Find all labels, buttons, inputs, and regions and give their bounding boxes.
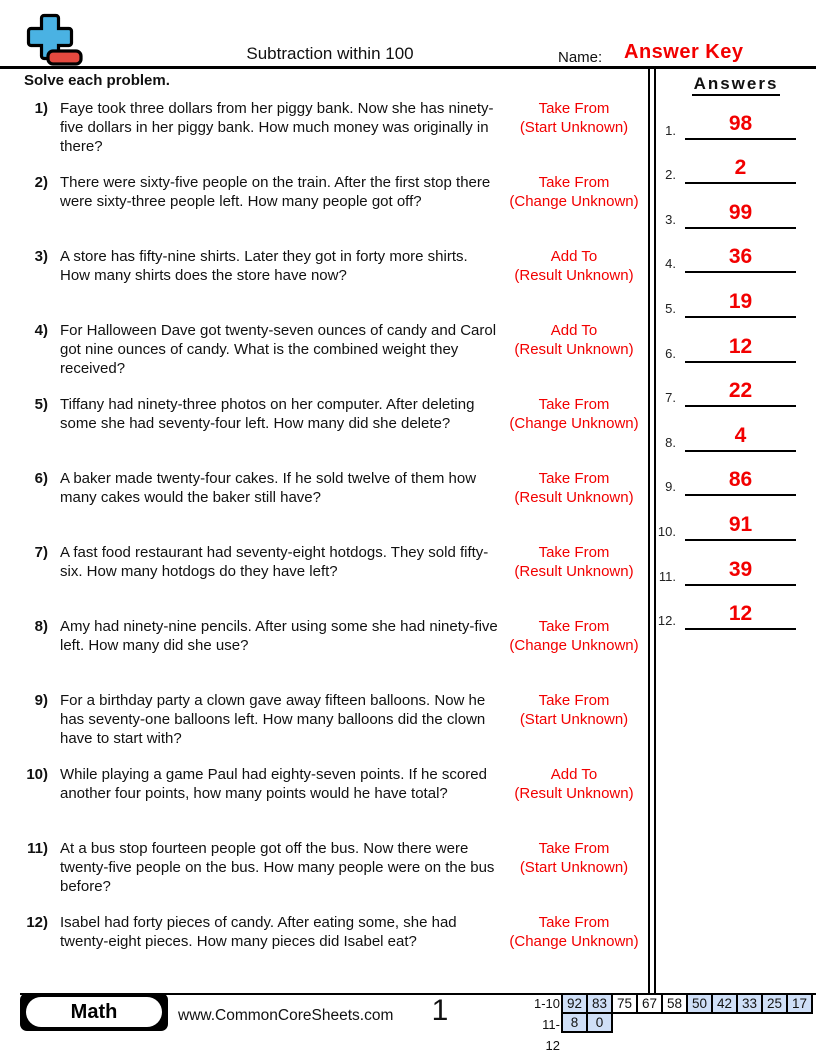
answer-number: 3. (665, 211, 676, 227)
problem-text: For Halloween Dave got twenty-seven ounces of candy and Carol got nine ounces of candy. What is the combined weight they received? (60, 322, 497, 377)
website-link: www.CommonCoreSheets.com (178, 1007, 394, 1024)
answer-value: 22 (728, 379, 753, 403)
problem-type-label (500, 247, 648, 285)
answer-value: 99 (728, 200, 753, 224)
problem-type-line1: Take From (538, 544, 610, 561)
answers-list (656, 100, 816, 635)
score-cell: 8 (561, 1012, 588, 1033)
problem-type-line1: Add To (550, 766, 598, 783)
problem-number: 5) (34, 396, 48, 413)
problem-type-line2: (Change Unknown) (509, 193, 639, 210)
answer-value: 12 (728, 334, 753, 358)
score-cell: 50 (686, 993, 713, 1014)
answer-number: 5. (665, 300, 676, 316)
grading-score-table (528, 993, 816, 1056)
score-range-label: 1-10 (533, 996, 560, 1011)
problem-text: Isabel had forty pieces of candy. After eating some, she had twenty-eight pieces. How many pieces did Isabel eat? (60, 914, 457, 950)
score-cell: 92 (561, 993, 588, 1014)
score-cell: 67 (636, 993, 663, 1014)
problem-type-line1: Add To (550, 322, 598, 339)
answer-blank-line (685, 361, 796, 363)
problem-type-label (500, 469, 648, 507)
answer-blank-line (685, 182, 796, 184)
problem-row (12, 469, 648, 543)
problem-number: 9) (34, 692, 48, 709)
answer-number: 11. (658, 568, 676, 584)
problem-type-line2: (Start Unknown) (519, 119, 629, 136)
answer-number: 2. (665, 167, 676, 183)
answer-number: 8. (665, 434, 676, 450)
problem-number: 1) (34, 100, 48, 117)
plus-minus-logo-icon (20, 12, 86, 68)
answer-row (656, 234, 816, 279)
problem-number: 8) (34, 618, 48, 635)
problem-type-line2: (Change Unknown) (509, 933, 639, 950)
problem-text: For a birthday party a clown gave away fifteen balloons. Now he has seventy-one balloons left. How many balloons did the clown have to start with? (60, 692, 486, 747)
problem-text: A baker made twenty-four cakes. If he sold twelve of them how many cakes would the baker still have? (60, 470, 477, 506)
score-range-label: 11-12 (542, 1017, 560, 1053)
problem-type-label (500, 839, 648, 877)
problem-type-label (500, 99, 648, 137)
problem-text: Tiffany had ninety-three photos on her computer. After deleting some she had seventy-four left. How many did she delete? (60, 396, 475, 432)
problem-row (12, 543, 648, 617)
page-number: 1 (431, 994, 449, 1027)
problem-text: While playing a game Paul had eighty-seven points. If he scored another four points, how many points would he have total? (60, 766, 487, 802)
score-cell: 0 (586, 1012, 613, 1033)
problem-row (12, 173, 648, 247)
answer-row (656, 189, 816, 234)
problem-number: 7) (34, 544, 48, 561)
answer-row (656, 412, 816, 457)
score-cell: 75 (611, 993, 638, 1014)
problem-type-line2: (Result Unknown) (514, 785, 634, 802)
score-row (528, 993, 816, 1014)
problem-row (12, 765, 648, 839)
answer-value: 4 (734, 423, 747, 447)
problem-number: 11) (27, 840, 48, 857)
instruction-text: Solve each problem. (24, 72, 170, 89)
answer-blank-line (685, 405, 796, 407)
problem-number: 4) (34, 322, 48, 339)
problems-list (12, 99, 648, 987)
answer-value: 39 (728, 557, 753, 581)
answer-row (656, 546, 816, 591)
score-cell: 83 (586, 993, 613, 1014)
problem-row (12, 691, 648, 765)
answer-blank-line (685, 450, 796, 452)
answer-value: 19 (728, 289, 753, 313)
problem-type-line1: Take From (538, 618, 610, 635)
answer-blank-line (685, 584, 796, 586)
problem-type-label (500, 321, 648, 359)
header-divider-line (0, 66, 816, 69)
answer-row (656, 278, 816, 323)
problem-type-line1: Take From (538, 914, 610, 931)
problem-text: Amy had ninety-nine pencils. After using some she had ninety-five left. How many did she use? (60, 618, 498, 654)
answer-number: 4. (665, 256, 676, 272)
problem-type-label (500, 173, 648, 211)
problem-row (12, 617, 648, 691)
problem-text: At a bus stop fourteen people got off the bus. Now there were twenty-five people on the bus. How many people were on the bus before? (60, 840, 495, 895)
answer-blank-line (685, 227, 796, 229)
problem-type-line2: (Result Unknown) (514, 341, 634, 358)
answer-value: 36 (728, 245, 753, 269)
problem-type-line2: (Change Unknown) (509, 415, 639, 432)
answer-number: 9. (665, 479, 676, 495)
answer-row (656, 591, 816, 636)
score-cell: 25 (761, 993, 788, 1014)
problem-type-label (500, 543, 648, 581)
answer-value: 98 (728, 111, 753, 135)
problem-type-line2: (Result Unknown) (514, 563, 634, 580)
answer-blank-line (685, 138, 796, 140)
subject-badge (20, 993, 168, 1031)
problem-number: 3) (34, 248, 48, 265)
problem-number: 2) (34, 174, 48, 191)
answer-row (656, 368, 816, 413)
problem-type-line1: Take From (538, 840, 610, 857)
problem-type-line2: (Start Unknown) (519, 711, 629, 728)
answer-blank-line (685, 271, 796, 273)
page-title: Subtraction within 100 (246, 44, 414, 63)
problem-type-line1: Take From (538, 174, 610, 191)
answer-number: 10. (657, 523, 676, 539)
score-cell: 58 (661, 993, 688, 1014)
problem-row (12, 913, 648, 987)
answer-row (656, 100, 816, 145)
problem-type-line2: (Result Unknown) (514, 489, 634, 506)
answer-key-text: Answer Key (624, 41, 744, 63)
answer-number: 12. (657, 613, 676, 629)
answer-blank-line (685, 628, 796, 630)
answer-value: 91 (728, 512, 753, 536)
name-label: Name: (558, 49, 603, 66)
score-cell: 17 (786, 993, 813, 1014)
problem-type-line1: Take From (538, 100, 610, 117)
score-cell: 33 (736, 993, 763, 1014)
problem-row (12, 247, 648, 321)
problem-text: A store has fifty-nine shirts. Later they got in forty more shirts. How many shirts does the store have now? (60, 248, 468, 284)
answers-heading: Answers (660, 74, 812, 94)
problem-row (12, 839, 648, 913)
problem-text: There were sixty-five people on the train. After the first stop there were sixty-three people left. How many people got off? (60, 174, 491, 210)
problem-number: 10) (26, 766, 48, 783)
score-cell: 42 (711, 993, 738, 1014)
problem-type-label (500, 617, 648, 655)
problem-type-line1: Take From (538, 470, 610, 487)
answer-blank-line (685, 316, 796, 318)
problem-type-line2: (Start Unknown) (519, 859, 629, 876)
problem-type-label (500, 913, 648, 951)
problem-type-label (500, 395, 648, 433)
answer-row (656, 457, 816, 502)
problem-row (12, 395, 648, 469)
problem-row (12, 99, 648, 173)
column-divider (648, 69, 656, 993)
problem-type-line1: Take From (538, 692, 610, 709)
problem-type-line2: (Change Unknown) (509, 637, 639, 654)
problem-type-label (500, 765, 648, 803)
answer-number: 6. (665, 345, 676, 361)
answer-blank-line (685, 494, 796, 496)
problem-type-line1: Take From (538, 396, 610, 413)
answer-value: 12 (728, 602, 753, 626)
answer-number: 7. (665, 390, 676, 406)
answer-blank-line (685, 539, 796, 541)
answer-row (656, 323, 816, 368)
problem-number: 6) (34, 470, 48, 487)
answer-row (656, 145, 816, 190)
answer-row (656, 501, 816, 546)
problem-text: Faye took three dollars from her piggy bank. Now she has ninety-five dollars in her piggy bank. How much money was originally in there? (60, 100, 494, 155)
problem-type-line2: (Result Unknown) (514, 267, 634, 284)
problem-type-line1: Add To (550, 248, 598, 265)
score-row (528, 1014, 816, 1056)
problem-row (12, 321, 648, 395)
problem-text: A fast food restaurant had seventy-eight hotdogs. They sold fifty-six. How many hotdogs do they have left? (60, 544, 489, 580)
answer-number: 1. (665, 122, 676, 138)
problem-type-label (500, 691, 648, 729)
subject-badge-label: Math (26, 997, 162, 1027)
answer-value: 86 (728, 468, 753, 492)
problem-number: 12) (26, 914, 48, 931)
answer-value: 2 (734, 156, 747, 180)
